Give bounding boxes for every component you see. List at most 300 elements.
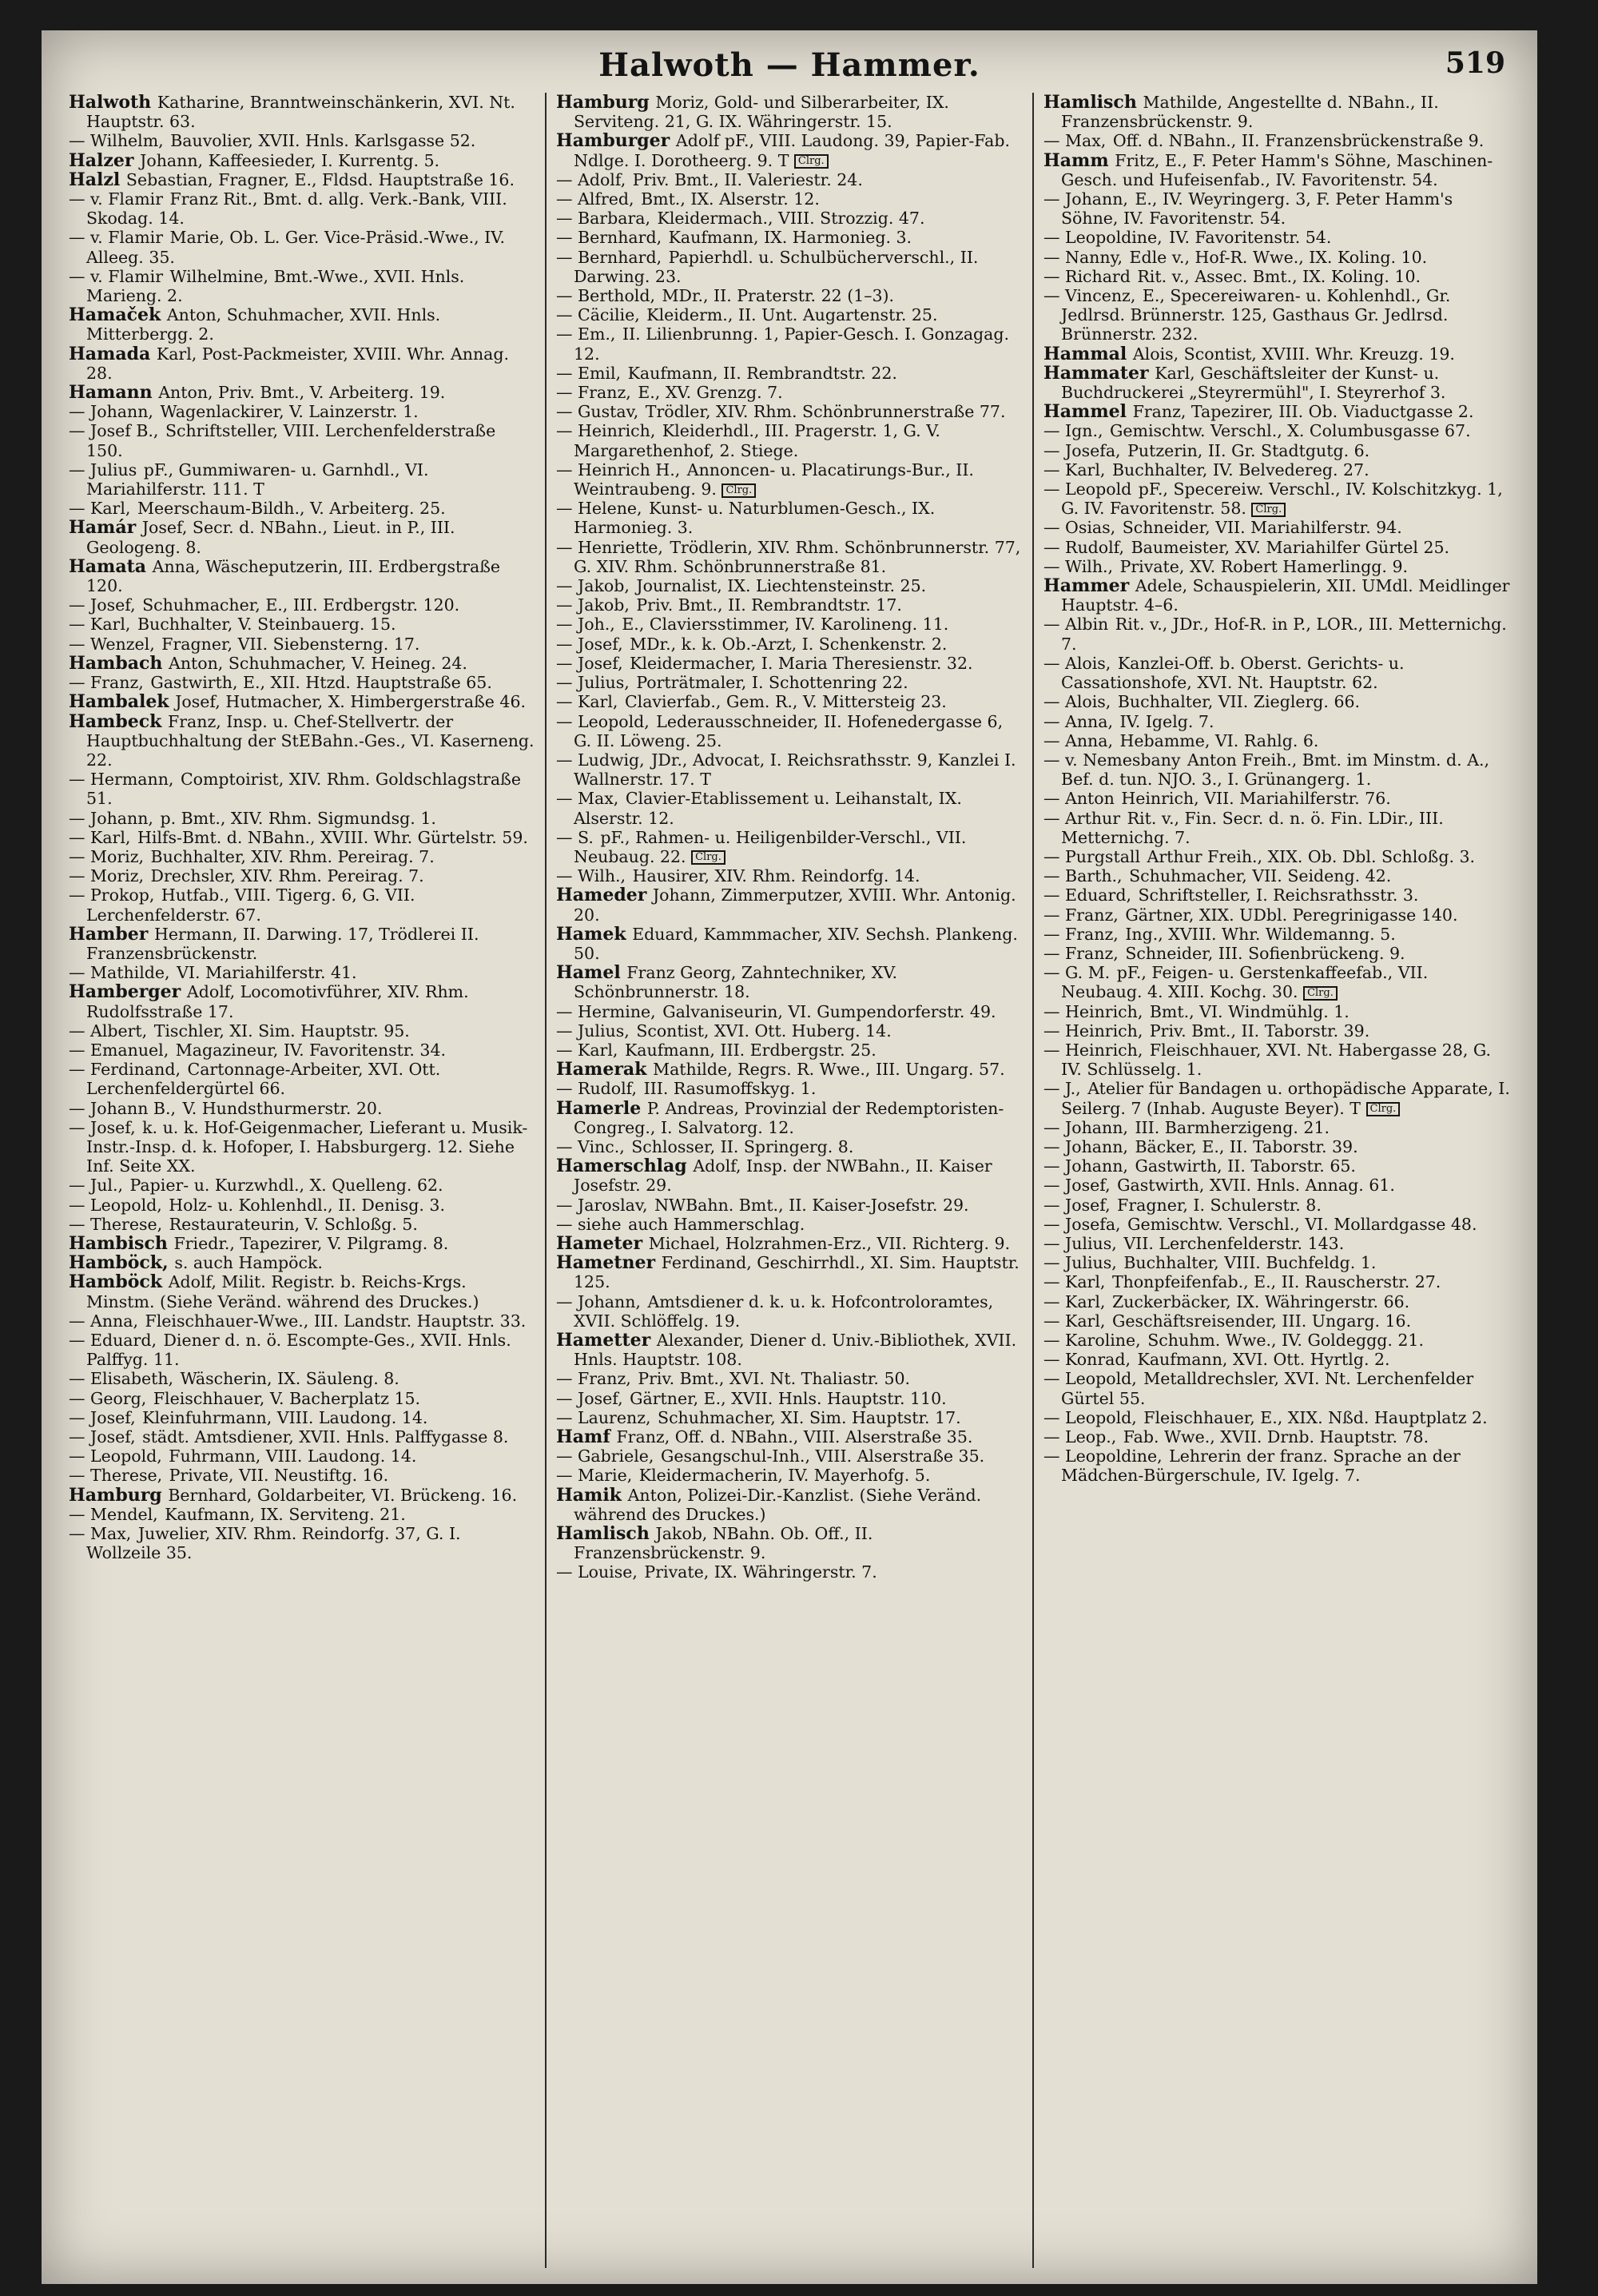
entry-subname: — Josef, bbox=[69, 1427, 141, 1447]
directory-entry bbox=[556, 1466, 1023, 1485]
entry-text: Josef, Secr. d. NBahn., Lieut. in P., III. Geologeng. 8. bbox=[86, 518, 455, 557]
entry-text: Kleiderm., II. Unt. Augartenstr. 25. bbox=[646, 305, 938, 325]
entry-subname: — G. M. bbox=[1043, 963, 1115, 983]
entry-text: Gärtner, E., XVII. Hnls. Hauptstr. 110. bbox=[630, 1388, 947, 1408]
directory-entry bbox=[1043, 189, 1510, 228]
entry-subname: — Heinrich H., bbox=[556, 460, 686, 479]
directory-entry bbox=[1043, 1331, 1510, 1350]
directory-entry bbox=[1043, 441, 1510, 460]
directory-entry bbox=[69, 1389, 535, 1408]
directory-entry bbox=[69, 635, 535, 654]
entry-text: Trödler, XIV. Rhm. Schönbrunnerstraße 77. bbox=[645, 402, 1006, 422]
entry-text: pF., Gummiwaren- u. Garnhdl., VI. Mariahilferstr. 111. T bbox=[86, 460, 429, 499]
entry-subname: — Karoline, bbox=[1043, 1331, 1147, 1350]
entry-subname: — Franz, bbox=[1043, 943, 1124, 963]
entry-text: Metalldrechsler, XVI. Nt. Lerchenfelder Gürtel 55. bbox=[1061, 1369, 1474, 1408]
directory-entry bbox=[69, 1253, 535, 1272]
directory-entry bbox=[69, 654, 535, 673]
directory-entry bbox=[1043, 866, 1510, 885]
entry-text: Kleidermach., VIII. Strozzig. 47. bbox=[657, 209, 925, 229]
directory-entry bbox=[69, 518, 535, 556]
entry-subname: — Julius, bbox=[1043, 1253, 1123, 1273]
entry-text: Adele, Schauspielerin, XII. UMdl. Meidlinger Hauptstr. 4–6. bbox=[1061, 576, 1510, 615]
directory-entry bbox=[1043, 460, 1510, 479]
entry-subname: — Josef, bbox=[1043, 1176, 1116, 1196]
directory-entry bbox=[69, 615, 535, 634]
entry-subname: — Leopold, bbox=[1043, 1407, 1143, 1427]
entry-text: städt. Amtsdiener, XVII. Hnls. Palffygasse 8. bbox=[142, 1427, 509, 1447]
directory-entry bbox=[1043, 93, 1510, 131]
entry-headword: Hammater bbox=[1043, 362, 1155, 384]
entry-text: Franz Rit., Bmt. d. allg. Verk.-Bank, VIII. Skodag. 14. bbox=[86, 189, 507, 229]
entry-text: Anton, Schuhmacher, V. Heineg. 24. bbox=[169, 653, 467, 673]
page-number: 519 bbox=[1445, 46, 1505, 80]
entry-text: Josef, Hutmacher, X. Himbergerstraße 46. bbox=[175, 692, 527, 712]
directory-entry bbox=[1043, 1215, 1510, 1234]
entry-subname: — Jaroslav, bbox=[556, 1195, 654, 1215]
entry-text: Drechsler, XIV. Rhm. Pereirag. 7. bbox=[150, 866, 424, 886]
entry-text: Franz, Insp. u. Chef-Stellvertr. der Hauptbuchhaltung der StEBahn.-Ges., VI. Kaserneng. 22. bbox=[86, 711, 535, 770]
entry-subname: — Wilh., bbox=[556, 866, 631, 886]
entry-subname: — Karl, bbox=[556, 692, 623, 712]
entry-headword: Hammal bbox=[1043, 343, 1133, 364]
entry-text: Fleischhauer, V. Bacherplatz 15. bbox=[153, 1388, 421, 1408]
entry-text: Kaufmann, IX. Serviteng. 21. bbox=[165, 1504, 406, 1524]
directory-entry bbox=[556, 1021, 1023, 1041]
entry-subname: — Julius bbox=[69, 460, 142, 479]
entry-text: Ferdinand, Geschirrhdl., XI. Sim. Hauptstr. 125. bbox=[574, 1253, 1020, 1292]
directory-entry bbox=[1043, 402, 1510, 421]
entry-subname: — Eduard, bbox=[69, 1331, 162, 1350]
directory-entry bbox=[556, 1234, 1023, 1253]
entry-headword: Hamlisch bbox=[1043, 93, 1143, 113]
entry-text: Heinrich, VII. Mariahilferstr. 76. bbox=[1121, 789, 1391, 809]
entry-text: MDr., II. Praterstr. 22 (1–3). bbox=[662, 286, 895, 306]
directory-entry bbox=[69, 1196, 535, 1215]
directory-entry bbox=[1043, 248, 1510, 267]
entry-subname: — Bernhard, bbox=[556, 228, 667, 248]
entry-text: Gemischtw. Verschl., VI. Mollardgasse 48. bbox=[1127, 1214, 1477, 1234]
entry-text: VII. Lerchenfelderstr. 143. bbox=[1123, 1233, 1345, 1253]
entry-headword: Hamburg bbox=[69, 1484, 169, 1506]
directory-entry bbox=[1043, 518, 1510, 537]
directory-entry bbox=[556, 364, 1023, 383]
entry-subname: — Johann, bbox=[69, 808, 159, 828]
entry-subname: — Cäcilie, bbox=[556, 305, 646, 325]
directory-entry bbox=[556, 635, 1023, 654]
entry-text: Schlosser, II. Springerg. 8. bbox=[631, 1136, 854, 1156]
entry-subname: — Heinrich, bbox=[556, 421, 661, 441]
entry-text: Marie, Ob. L. Ger. Vice-Präsid.-Wwe., IV. Alleeg. 35. bbox=[86, 228, 505, 267]
entry-text: Lehrerin der franz. Sprache an der Mädchen-Bürgerschule, IV. Igelg. 7. bbox=[1061, 1446, 1461, 1486]
entry-subname: — Franz, bbox=[556, 1369, 637, 1389]
entry-subname: — Karl, bbox=[1043, 1272, 1111, 1292]
entry-subname: — Barbara, bbox=[556, 209, 656, 229]
entry-subname: — Karl, bbox=[69, 615, 136, 635]
entry-text: Fuhrmann, VIII. Laudong. 14. bbox=[169, 1446, 417, 1466]
entry-text: Franz, Off. d. NBahn., VIII. Alserstraße 35. bbox=[616, 1427, 973, 1447]
entry-text: Buchhalter, IV. Belvedereg. 27. bbox=[1111, 460, 1369, 479]
entry-subname: — Louise, bbox=[556, 1562, 643, 1582]
entry-text: III. Barmherzigeng. 21. bbox=[1135, 1117, 1330, 1137]
directory-entry bbox=[556, 1562, 1023, 1582]
entry-text: Tischler, XI. Sim. Hauptstr. 95. bbox=[153, 1021, 410, 1041]
directory-entry bbox=[69, 963, 535, 982]
entry-subname: — Johann, bbox=[69, 402, 159, 422]
entry-text: Magazineur, IV. Favoritenstr. 34. bbox=[175, 1040, 447, 1060]
directory-entry bbox=[69, 1505, 535, 1524]
entry-text: Anna, Wäscheputzerin, III. Erdbergstraße 120. bbox=[86, 556, 501, 596]
entry-subname: — Wilhelm, bbox=[69, 131, 169, 151]
entry-subname: — Vincenz, bbox=[1043, 286, 1141, 306]
clearing-stamp-icon: Clrg. bbox=[1251, 503, 1286, 517]
entry-headword: Halzer bbox=[69, 149, 141, 171]
entry-text: Porträtmaler, I. Schottenring 22. bbox=[636, 673, 908, 693]
entry-text: Johann, Zimmerputzer, XVIII. Whr. Antonig. 20. bbox=[574, 885, 1016, 925]
entry-text: Clavier-Etablissement u. Leihanstalt, IX. Alserstr. 12. bbox=[574, 789, 962, 828]
entry-subname: — Wilh., bbox=[1043, 556, 1119, 576]
entry-subname: — J., bbox=[1043, 1079, 1087, 1099]
directory-entry bbox=[1043, 131, 1510, 150]
entry-subname: — Anna, bbox=[69, 1311, 144, 1331]
entry-subname: — Josef B., bbox=[69, 421, 164, 441]
entry-text: Fab. Wwe., XVII. Drnb. Hauptstr. 78. bbox=[1123, 1427, 1429, 1447]
directory-entry bbox=[1043, 267, 1510, 286]
entry-subname: — Marie, bbox=[556, 1466, 638, 1486]
entry-text: Johann, Kaffeesieder, I. Kurrentg. 5. bbox=[140, 150, 440, 170]
entry-subname: — Julius, bbox=[1043, 1233, 1123, 1253]
directory-entry bbox=[1043, 538, 1510, 557]
entry-subname: — Josef, bbox=[69, 595, 141, 615]
directory-entry bbox=[1043, 809, 1510, 847]
entry-text: Bmt., IX. Alserstr. 12. bbox=[641, 189, 820, 209]
entry-subname: — Josef, bbox=[69, 1407, 141, 1427]
entry-headword: Hamaček bbox=[69, 304, 167, 326]
entry-text: Trödlerin, XIV. Rhm. Schönbrunnerstr. 77, G. XIV. Rhm. Schönbrunnerstraße 81. bbox=[574, 537, 1021, 576]
entry-text: Hutfab., VIII. Tigerg. 6, G. VII. Lerchenfelderstr. 67. bbox=[86, 885, 415, 925]
entry-subname: — Rudolf, bbox=[1043, 537, 1130, 557]
directory-entry bbox=[1043, 1292, 1510, 1311]
entry-headword: Hammel bbox=[1043, 401, 1133, 423]
entry-subname: — v. Nemesbany bbox=[1043, 750, 1187, 770]
entry-text: Journalist, IX. Liechtensteinstr. 25. bbox=[636, 576, 927, 596]
entry-headword: Hamada bbox=[69, 343, 157, 364]
entry-text: Franz Georg, Zahntechniker, XV. Schönbrunnerstr. 18. bbox=[574, 963, 898, 1002]
entry-text: s. auch Hampöck. bbox=[174, 1253, 323, 1273]
entry-text: II. Lilienbrunng. 1, Papier-Gesch. I. Gonzagag. 12. bbox=[574, 324, 1010, 364]
directory-entry bbox=[1043, 789, 1510, 808]
directory-entry bbox=[69, 1466, 535, 1485]
entry-text: Mathilde, Angestellte d. NBahn., II. Franzensbrückenstr. 9. bbox=[1061, 93, 1439, 132]
directory-entry bbox=[1043, 1156, 1510, 1176]
directory-entry bbox=[69, 712, 535, 770]
entry-headword: Hambisch bbox=[69, 1232, 174, 1254]
page-title: Halwoth — Hammer. bbox=[598, 46, 980, 84]
directory-entry bbox=[69, 1272, 535, 1311]
directory-entry bbox=[1043, 1350, 1510, 1369]
directory-entry bbox=[556, 1156, 1023, 1195]
directory-entry bbox=[556, 305, 1023, 324]
directory-entry bbox=[1043, 1253, 1510, 1272]
entry-text: IV. Favoritenstr. 54. bbox=[1169, 228, 1332, 248]
entry-text: Bäcker, E., II. Taborstr. 39. bbox=[1135, 1136, 1358, 1156]
entry-text: Fragner, VII. Siebensterng. 17. bbox=[161, 634, 420, 654]
directory-entry bbox=[1043, 1176, 1510, 1195]
entry-headword: Hamburg bbox=[556, 93, 656, 113]
directory-entry bbox=[69, 421, 535, 460]
entry-subname: — Laurenz, bbox=[556, 1407, 657, 1427]
directory-entry bbox=[556, 1446, 1023, 1466]
directory-entry bbox=[556, 615, 1023, 634]
entry-text: Wäscherin, IX. Säuleng. 8. bbox=[180, 1369, 400, 1389]
entry-text: pF., Specereiw. Verschl., IV. Kolschitzkyg. 1, G. IV. Favoritenstr. 58. bbox=[1061, 479, 1503, 519]
entry-headword: Hamerak bbox=[556, 1059, 654, 1080]
page-header bbox=[42, 46, 1537, 94]
entry-headword: Hamberger bbox=[69, 981, 187, 1003]
entry-subname: — Leop., bbox=[1043, 1427, 1122, 1447]
entry-subname: — Franz, bbox=[1043, 905, 1124, 925]
entry-text: Thonpfeifenfab., E., II. Rauscherstr. 27. bbox=[1111, 1272, 1441, 1292]
directory-entry bbox=[556, 1099, 1023, 1137]
directory-entry bbox=[69, 1118, 535, 1176]
entry-text: Kunst- u. Naturblumen-Gesch., IX. Harmonieg. 3. bbox=[574, 499, 936, 538]
entry-headword: Hammer bbox=[1043, 575, 1135, 597]
entry-text: Gastwirth, XVII. Hnls. Annag. 61. bbox=[1117, 1176, 1395, 1196]
entry-text: Rit. v., Assec. Bmt., IX. Koling. 10. bbox=[1137, 266, 1421, 286]
directory-entry bbox=[69, 228, 535, 266]
directory-entry bbox=[556, 248, 1023, 286]
entry-subname: — Nanny, bbox=[1043, 247, 1128, 267]
entry-subname: — Anton bbox=[1043, 789, 1120, 809]
directory-entry bbox=[69, 1408, 535, 1427]
entry-text: Schneider, VII. Mariahilferstr. 94. bbox=[1122, 518, 1402, 538]
entry-text: Ing., XVIII. Whr. Wildemanng. 5. bbox=[1125, 924, 1396, 944]
directory-entry bbox=[1043, 576, 1510, 615]
directory-entry bbox=[556, 402, 1023, 421]
directory-entry bbox=[1043, 1408, 1510, 1427]
directory-entry bbox=[69, 828, 535, 847]
entry-subname: — Josefa, bbox=[1043, 440, 1127, 460]
entry-subname: — Alfred, bbox=[556, 189, 640, 209]
entry-text: Kaufmann, II. Rembrandtstr. 22. bbox=[627, 363, 897, 383]
entry-text: Juwelier, XIV. Rhm. Reindorfg. 37, G. I. Wollzeile 35. bbox=[86, 1524, 461, 1563]
entry-subname: — Karl, bbox=[69, 499, 136, 519]
entry-subname: — Gabriele, bbox=[556, 1446, 659, 1466]
directory-entry bbox=[69, 1215, 535, 1234]
entry-text: Meerschaum-Bildh., V. Arbeiterg. 25. bbox=[137, 499, 446, 519]
entry-text: Hilfs-Bmt. d. NBahn., XVIII. Whr. Gürtelstr. 59. bbox=[137, 827, 528, 847]
entry-text: Gastwirth, II. Taborstr. 65. bbox=[1135, 1156, 1356, 1176]
entry-text: Arthur Freih., XIX. Ob. Dbl. Schloßg. 3. bbox=[1147, 846, 1476, 866]
directory-entry bbox=[69, 1446, 535, 1466]
entry-text: Adolf, Milit. Registr. b. Reichs-Krgs. Minstm. (Siehe Veränd. während des Druckes.) bbox=[86, 1272, 479, 1311]
entry-subname: — Johann, bbox=[1043, 189, 1134, 209]
entry-text: E., IV. Weyringerg. 3, F. Peter Hamm's Söhne, IV. Favoritenstr. 54. bbox=[1061, 189, 1453, 229]
entry-text: Kaufmann, IX. Harmonieg. 3. bbox=[668, 228, 912, 248]
entry-text: Gesangschul-Inh., VIII. Alserstraße 35. bbox=[660, 1446, 985, 1466]
entry-text: Galvaniseurin, VI. Gumpendorferstr. 49. bbox=[662, 1001, 996, 1021]
directory-entry bbox=[556, 1486, 1023, 1524]
entry-headword: Hamek bbox=[556, 923, 633, 945]
entry-subname: — Hermann, bbox=[69, 770, 179, 790]
entry-text: Gemischtw. Verschl., X. Columbusgasse 67. bbox=[1110, 421, 1471, 441]
directory-entry bbox=[556, 286, 1023, 305]
directory-entry bbox=[556, 595, 1023, 615]
directory-entry bbox=[556, 499, 1023, 537]
entry-headword: Hambach bbox=[69, 652, 169, 674]
entry-text: Bauvolier, XVII. Hnls. Karlsgasse 52. bbox=[170, 131, 476, 151]
entry-text: Papierhdl. u. Schulbücherverschl., II. Darwing. 23. bbox=[574, 247, 979, 286]
directory-entry bbox=[69, 1041, 535, 1060]
directory-entry bbox=[69, 1060, 535, 1098]
entry-text: Restaurateurin, V. Schloßg. 5. bbox=[169, 1214, 418, 1234]
entry-subname: — v. Flamir bbox=[69, 266, 169, 286]
directory-entry bbox=[69, 151, 535, 170]
directory-entry bbox=[556, 1427, 1023, 1446]
entry-headword: Hamata bbox=[69, 555, 153, 577]
entry-subname: — Heinrich, bbox=[1043, 1021, 1148, 1041]
directory-entry bbox=[556, 209, 1023, 228]
directory-entry bbox=[1043, 344, 1510, 364]
entry-subname: — Georg, bbox=[69, 1388, 152, 1408]
entry-text: Adolf, Locomotivführer, XIV. Rhm. Rudolfsstraße 17. bbox=[86, 982, 469, 1021]
entry-subname: — S. bbox=[556, 827, 599, 847]
entry-text: Edle v., Hof-R. Wwe., IX. Koling. 10. bbox=[1129, 247, 1428, 267]
directory-entry bbox=[556, 421, 1023, 460]
directory-entry bbox=[556, 131, 1023, 169]
directory-entry bbox=[69, 402, 535, 421]
entry-subname: — Richard bbox=[1043, 266, 1136, 286]
entry-subname: — Henriette, bbox=[556, 537, 669, 557]
directory-columns bbox=[59, 93, 1520, 2268]
entry-text: Sebastian, Fragner, E., Fldsd. Hauptstraße 16. bbox=[125, 169, 515, 189]
entry-subname: — Max, bbox=[69, 1524, 137, 1544]
directory-entry bbox=[556, 1408, 1023, 1427]
entry-subname: — Barth., bbox=[1043, 866, 1128, 886]
directory-entry bbox=[556, 963, 1023, 1001]
entry-text: Amtsdiener d. k. u. k. Hofcontroloramtes, XVII. Schlöffelg. 19. bbox=[574, 1291, 994, 1331]
entry-subname: — Josefa, bbox=[1043, 1214, 1127, 1234]
entry-subname: — Purgstall bbox=[1043, 846, 1146, 866]
entry-text: P. Andreas, Provinzial der Redemptoristen-Congreg., I. Salvatorg. 12. bbox=[574, 1098, 1004, 1137]
entry-subname: — Franz, bbox=[1043, 924, 1124, 944]
directory-entry bbox=[1043, 963, 1510, 1001]
entry-text: Papier- u. Kurzwhdl., X. Quelleng. 62. bbox=[129, 1176, 443, 1196]
entry-text: Fragner, I. Schulerstr. 8. bbox=[1117, 1195, 1322, 1215]
directory-entry bbox=[556, 189, 1023, 209]
directory-entry bbox=[69, 383, 535, 402]
entry-headword: Halwoth bbox=[69, 93, 157, 113]
entry-headword: Hamik bbox=[556, 1484, 628, 1506]
directory-entry bbox=[556, 1369, 1023, 1388]
directory-entry bbox=[1043, 1118, 1510, 1137]
entry-subname: — Gustav, bbox=[556, 402, 644, 422]
entry-text: Katharine, Branntweinschänkerin, XVI. Nt. Hauptstr. 63. bbox=[86, 93, 515, 132]
entry-subname: — siehe bbox=[556, 1214, 627, 1234]
entry-subname: — Vinc., bbox=[556, 1136, 630, 1156]
directory-entry bbox=[69, 1311, 535, 1331]
directory-page bbox=[42, 30, 1537, 2284]
entry-text: Schriftsteller, VIII. Lerchenfelderstraße 150. bbox=[86, 421, 496, 460]
entry-subname: — Johann, bbox=[1043, 1136, 1134, 1156]
entry-subname: — Franz, bbox=[69, 673, 149, 693]
entry-subname: — Johann, bbox=[1043, 1117, 1134, 1137]
entry-subname: — Jakob, bbox=[556, 576, 635, 596]
directory-entry bbox=[1043, 1427, 1510, 1446]
directory-entry bbox=[1043, 615, 1510, 653]
entry-headword: Hambalek bbox=[69, 691, 176, 713]
entry-subname: — Josef, bbox=[556, 1388, 629, 1408]
directory-entry bbox=[69, 770, 535, 808]
directory-entry bbox=[1043, 557, 1510, 576]
directory-entry bbox=[1043, 479, 1510, 518]
directory-entry bbox=[1043, 1369, 1510, 1407]
entry-subname: — Ludwig, bbox=[556, 750, 650, 770]
clearing-stamp-icon: Clrg. bbox=[691, 850, 725, 865]
entry-headword: Hamburger bbox=[556, 130, 676, 152]
entry-subname: — Therese, bbox=[69, 1466, 168, 1486]
entry-headword: Hamber bbox=[69, 923, 154, 945]
directory-entry bbox=[69, 1486, 535, 1505]
entry-text: Lederausschneider, II. Hofenedergasse 6, G. II. Löweng. 25. bbox=[574, 711, 1004, 750]
entry-text: Hebamme, VI. Rahlg. 6. bbox=[1119, 730, 1319, 750]
clearing-stamp-icon: Clrg. bbox=[721, 483, 756, 498]
entry-subname: — Moriz, bbox=[69, 866, 149, 886]
entry-text: Geschäftsreisender, III. Ungarg. 16. bbox=[1111, 1311, 1412, 1331]
directory-entry bbox=[556, 712, 1023, 750]
directory-entry bbox=[556, 1137, 1023, 1156]
directory-entry bbox=[1043, 654, 1510, 692]
entry-subname: — Em., bbox=[556, 324, 621, 344]
entry-text: Fritz, E., F. Peter Hamm's Söhne, Maschinen-Gesch. und Hufeisenfab., IV. Favoritenstr. 54. bbox=[1061, 150, 1493, 189]
directory-entry bbox=[69, 189, 535, 228]
entry-text: V. Hundsthurmerstr. 20. bbox=[182, 1098, 383, 1118]
directory-entry bbox=[1043, 944, 1510, 963]
entry-text: Kleinfuhrmann, VIII. Laudong. 14. bbox=[142, 1407, 428, 1427]
entry-subname: — Osias, bbox=[1043, 518, 1121, 538]
entry-text: E., Specereiwaren- u. Kohlenhdl., Gr. Jedlrsd. Brünnerstr. 125, Gasthaus Gr. Jedlrsd. Brünnerstr. 232. bbox=[1061, 286, 1451, 344]
entry-text: E., XV. Grenzg. 7. bbox=[638, 383, 783, 403]
directory-entry bbox=[69, 1234, 535, 1253]
directory-entry bbox=[69, 1176, 535, 1195]
directory-entry bbox=[69, 460, 535, 499]
directory-entry bbox=[1043, 228, 1510, 247]
entry-subname: — Joh., bbox=[556, 615, 621, 635]
entry-subname: — Hermine, bbox=[556, 1001, 662, 1021]
entry-text: Karl, Geschäftsleiter der Kunst- u. Buchdruckerei „Steyrermühl", I. Steyrerhof 3. bbox=[1061, 363, 1446, 403]
entry-subname: — Arthur bbox=[1043, 808, 1126, 828]
entry-text: MDr., k. k. Ob.-Arzt, I. Schenkenstr. 2. bbox=[630, 634, 948, 654]
entry-headword: Hameder bbox=[556, 885, 653, 906]
entry-text: Priv. Bmt., II. Valeriestr. 24. bbox=[632, 169, 863, 189]
directory-entry bbox=[556, 1524, 1023, 1562]
entry-text: E., Claviersstimmer, IV. Karolineng. 11. bbox=[622, 615, 949, 635]
entry-subname: — Adolf, bbox=[556, 169, 631, 189]
entry-subname: — Leopold, bbox=[69, 1195, 168, 1215]
entry-subname: — Jul., bbox=[69, 1176, 129, 1196]
entry-subname: — Mendel, bbox=[69, 1504, 164, 1524]
entry-text: Bernhard, Goldarbeiter, VI. Brückeng. 16. bbox=[168, 1485, 518, 1505]
entry-text: Schuhmacher, E., III. Erdbergstr. 120. bbox=[142, 595, 460, 615]
directory-entry bbox=[69, 847, 535, 866]
directory-entry bbox=[1043, 1137, 1510, 1156]
entry-text: Buchhalter, V. Steinbauerg. 15. bbox=[137, 615, 396, 635]
directory-entry bbox=[69, 809, 535, 828]
directory-entry bbox=[1043, 364, 1510, 402]
entry-subname: — Berthold, bbox=[556, 286, 661, 306]
directory-entry bbox=[556, 1079, 1023, 1098]
entry-text: Private, VII. Neustiftg. 16. bbox=[169, 1466, 389, 1486]
